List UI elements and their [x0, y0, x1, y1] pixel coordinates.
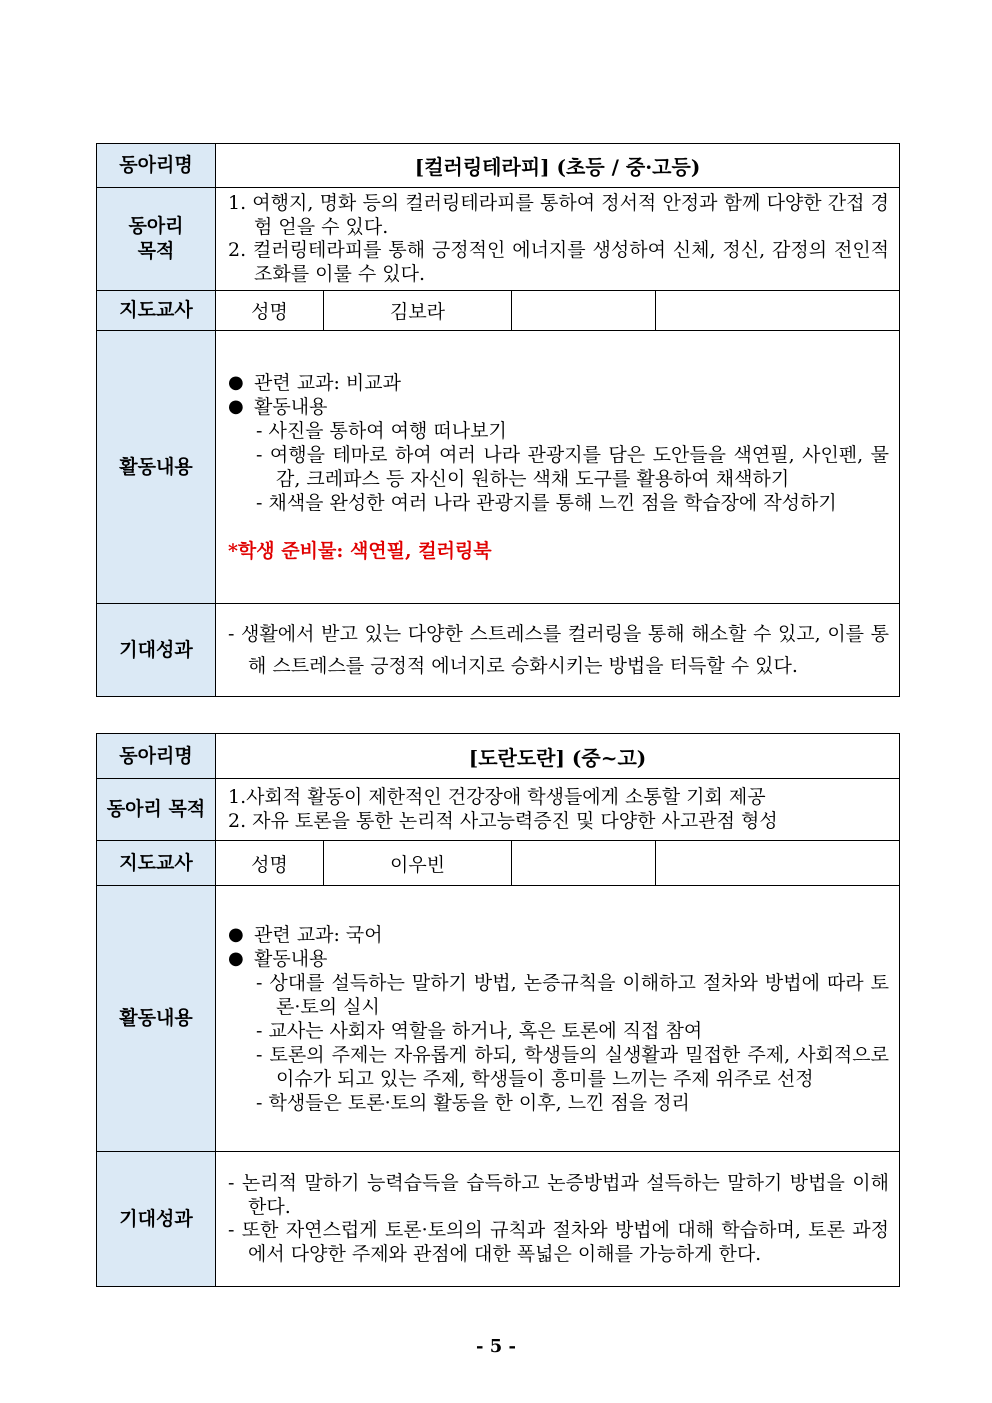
activity-item: - 채색을 완성한 여러 나라 관광지를 통해 느낀 점을 학습장에 작성하기 — [256, 492, 837, 514]
teacher-field-label: 성명 — [216, 291, 324, 331]
club-purpose-cell — [216, 188, 900, 291]
outcome-cell — [216, 604, 900, 697]
activity-heading: 활동내용 — [254, 947, 328, 970]
outcome-item: - 생활에서 받고 있는 다양한 스트레스를 컬러링을 통해 해소할 수 있고, 이를 통해 스트레스를 긍정적 에너지로 승화시키는 방법을 터득할 수 있다. — [228, 623, 890, 677]
club-title: [도란도란] (중~고) — [216, 734, 900, 779]
outcome-label: 기대성과 — [97, 1152, 216, 1287]
club-purpose-label: 동아리 목적 — [97, 779, 216, 841]
outcome-item: - 또한 자연스럽게 토론·토의의 규칙과 절차와 방법에 대해 학습하며, 토론 과정에서 다양한 주제와 관점에 대한 폭넓은 이해를 가능하게 한다. — [228, 1219, 889, 1265]
teacher-name: 김보라 — [324, 291, 512, 331]
club-purpose-label: 동아리 목적 — [97, 188, 216, 291]
activity-item: - 학생들은 토론·토의 활동을 한 이후, 느낀 점을 정리 — [256, 1091, 690, 1114]
teacher-empty-cell — [512, 291, 656, 331]
bullet-icon: ● — [228, 923, 244, 945]
club-name-label: 동아리명 — [97, 734, 216, 779]
teacher-name: 이우빈 — [324, 841, 512, 886]
purpose-item: 1.사회적 활동이 제한적인 건강장애 학생들에게 소통할 기회 제공 — [228, 786, 766, 808]
activity-label: 활동내용 — [97, 886, 216, 1152]
activity-cell — [216, 331, 900, 604]
activity-heading-line — [228, 395, 889, 419]
bullet-icon: ● — [228, 396, 244, 417]
outcome-label: 기대성과 — [97, 604, 216, 697]
activity-item: - 상대를 설득하는 말하기 방법, 논증규칙을 이해하고 절차와 방법에 따라 토론·토의 실시 — [256, 971, 889, 1018]
activity-cell — [216, 886, 900, 1152]
subject-line — [228, 923, 889, 947]
page-number: - 5 - — [476, 1336, 516, 1357]
subject-text: 관련 교과: 국어 — [254, 923, 383, 946]
activity-item: - 교사는 사회자 역할을 하거나, 혹은 토론에 직접 참여 — [256, 1019, 703, 1042]
activity-heading: 활동내용 — [254, 396, 328, 418]
activity-label: 활동내용 — [97, 331, 216, 604]
subject-line — [228, 371, 889, 395]
teacher-empty-cell — [512, 841, 656, 886]
activity-item: - 여행을 테마로 하여 여러 나라 관광지를 담은 도안들을 색연필, 사인펜, 물감, 크레파스 등 자신이 원하는 색채 도구를 활용하여 채색하기 — [256, 444, 890, 490]
outcome-cell — [216, 1152, 900, 1287]
purpose-item: 2. 자유 토론을 통한 논리적 사고능력증진 및 다양한 사고관점 형성 — [228, 809, 778, 832]
subject-text: 관련 교과: 비교과 — [254, 372, 401, 394]
bullet-icon: ● — [228, 372, 244, 393]
teacher-field-label: 성명 — [216, 841, 324, 886]
purpose-item: 1. 여행지, 명화 등의 컬러링테라피를 통하여 정서적 안정과 함께 다양한 간접 경험 얻을 수 있다. — [228, 192, 890, 238]
teacher-empty-cell — [656, 291, 900, 331]
activity-item: - 사진을 통하여 여행 떠나보기 — [256, 420, 507, 442]
teacher-label: 지도교사 — [97, 841, 216, 886]
club-table-doran — [96, 733, 900, 1287]
activity-item: - 토론의 주제는 자유롭게 하되, 학생들의 실생활과 밀접한 주제, 사회적으로 이슈가 되고 있는 주제, 학생들이 흥미를 느끼는 주제 위주로 선정 — [256, 1043, 889, 1090]
bullet-icon: ● — [228, 947, 244, 969]
activity-heading-line — [228, 947, 889, 971]
purpose-item: 2. 컬러링테라피를 통해 긍정적인 에너지를 생성하여 신체, 정신, 감정의 전인적 조화를 이룰 수 있다. — [228, 239, 890, 285]
club-title: [컬러링테라피] (초등 / 중·고등) — [216, 144, 900, 188]
club-name-label: 동아리명 — [97, 144, 216, 188]
club-table-coloring — [96, 143, 900, 697]
outcome-item: - 논리적 말하기 능력습득을 습득하고 논증방법과 설득하는 말하기 방법을 이해한다. — [228, 1172, 889, 1218]
supplies-note: *학생 준비물: 색연필, 컬러링북 — [228, 540, 492, 562]
teacher-label: 지도교사 — [97, 291, 216, 331]
club-purpose-cell — [216, 779, 900, 841]
teacher-empty-cell — [656, 841, 900, 886]
